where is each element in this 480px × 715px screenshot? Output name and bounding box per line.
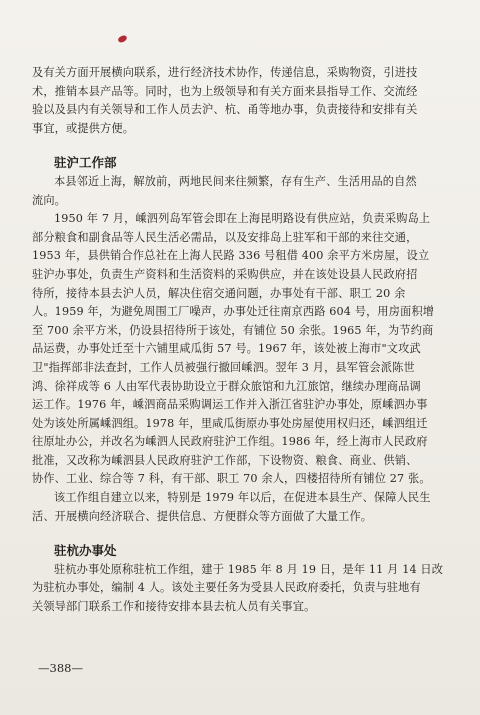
text-line: 卫"指挥部非法查封，工作人员被强行撤回嵊泗。翌年 3 月，县军管会派陈世 (32, 360, 415, 374)
text-line: 协作、工业、综合等 7 科，有干部、职工 70 余人，四楼招待所有铺位 27 张。 (32, 472, 431, 486)
text-line: 本县邻近上海，解放前，两地民间来往频繁，存有生产、生活用品的自然 (54, 174, 417, 188)
text-line: 往原址办公，并改名为嵊泗人民政府驻沪工作组。1986 年，经上海市人民政府 (32, 435, 428, 449)
text-line: 1953 年，县供销合作总社在上海人民路 336 号租借 400 余平方米房屋，设立 (32, 249, 430, 263)
text-line: 处为该处所属嵊泗组。1978 年，里咸瓜街原办事处房屋使用权归还，嵊泗组迁 (32, 416, 428, 430)
text-line: 部分粮食和副食品等人民生活必需品，以及安排岛上驻军和干部的来往交通， (32, 230, 418, 244)
text-line: 驻杭办事处原称驻杭工作组，建于 1985 年 8 月 19 日，是年 11 月 14 日改 (54, 562, 444, 576)
text-line: 驻沪办事处，负责生产资料和生活资料的采购供应，并在该处设县人民政府招 (32, 267, 418, 281)
text-line: 运工作。1976 年，嵊泗商品采购调运工作并入浙江省驻沪办事处，原嵊泗办事 (32, 398, 428, 412)
page-body (32, 64, 446, 617)
page-number: —388— (38, 661, 83, 675)
text-line: 该工作组自建立以来，特别是 1979 年以后，在促进本县生产、保障人民生 (54, 491, 431, 505)
paragraph (32, 489, 446, 526)
text-line: 活、开展横向经济联合、提供信息、方便群众等方面做了大量工作。 (32, 509, 373, 523)
lead-paragraph (32, 64, 446, 138)
section-hangzhou-office (32, 542, 446, 616)
text-line: 及有关方面开展横向联系，进行经济技术协作，传递信息，采购物资，引进技 (32, 66, 418, 79)
text-line: 批准，又改称为嵊泗县人民政府驻沪工作部，下设物资、粮食、商业、供销、 (32, 453, 418, 467)
red-ink-mark (117, 35, 128, 44)
text-line: 验以及县内有关领导和工作人员去沪、杭、甬等地办事，负责接待和安排有关 (32, 103, 418, 117)
text-line: 品运费，办事处迁至十六铺里咸瓜街 57 号。1967 年，该处被上海市"文攻武 (32, 342, 421, 356)
text-line: 关领导部门联系工作和接待安排本县去杭人员有关事宜。 (32, 600, 316, 614)
text-line: 术，推销本县产品等。同时，也为上级领导和有关方面来县指导工作、交流经 (32, 84, 418, 98)
paragraph (32, 173, 446, 210)
text-line: 待所，接待本县去沪人员，解决住宿交通问题，办事处有干部、职工 20 余 (32, 286, 406, 300)
text-line: 至 700 余平方米，仍设县招待所于该处，有铺位 50 余张。1965 年，为节约商 (32, 323, 434, 337)
text-line: 事宜，或提供方便。 (32, 121, 135, 135)
section-heading: 驻沪工作部 (54, 155, 117, 171)
text-line: 流向。 (32, 193, 67, 207)
section-heading: 驻杭办事处 (54, 543, 117, 559)
paragraph (32, 210, 446, 489)
text-line: 鸿、徐祥成等 6 人由军代表协助设立于群众旅馆和九江旅馆，继续办理商品调 (32, 379, 421, 393)
paragraph (32, 561, 446, 617)
text-line: 为驻杭办事处，编制 4 人。该处主要任务为受县人民政府委托，负责与驻地有 (32, 581, 421, 595)
text-line: 1950 年 7 月，嵊泗列岛军管会即在上海昆明路设有供应站，负责采购岛上 (54, 212, 431, 226)
text-line: 人。1959 年，为避免周围工厂噪声，办事处迁往南京西路 604 号，用房面积增 (32, 305, 435, 319)
section-shanghai-office (32, 154, 446, 526)
